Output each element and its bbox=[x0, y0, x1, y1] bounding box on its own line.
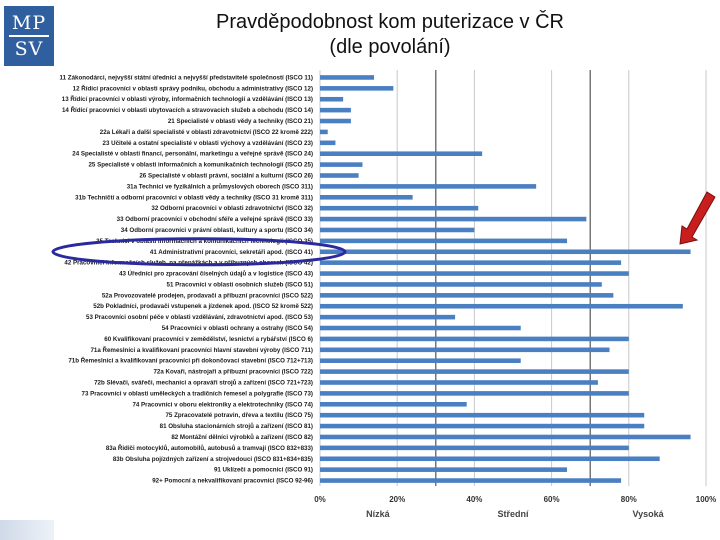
category-label: 92+ Pomocní a nekvalifikovaní pracovníci (ISCO 92-96) bbox=[152, 477, 313, 485]
category-label: 23 Učitelé a ostatní specialisté v oblasti výchovy a vzdělávání (ISCO 23) bbox=[102, 139, 313, 147]
bar bbox=[320, 402, 467, 407]
bar bbox=[320, 467, 567, 472]
category-label: 21 Specialisté v oblasti vědy a techniky (ISCO 21) bbox=[167, 118, 313, 126]
bar bbox=[320, 206, 478, 211]
category-label: 14 Řídící pracovníci v oblasti ubytovacích a stravovacích služeb a obchodu (ISCO 14) bbox=[61, 107, 313, 115]
bar bbox=[320, 413, 644, 418]
bar bbox=[320, 435, 691, 440]
category-label: 22a Lékaři a další specialisté v oblasti zdravotnictví (ISCO 22 kromě 222) bbox=[99, 128, 313, 136]
bar bbox=[320, 348, 610, 353]
category-label: 51 Pracovníci v oblasti osobních služeb (ISCO 51) bbox=[166, 281, 313, 289]
bar bbox=[320, 315, 455, 320]
bar bbox=[320, 391, 629, 396]
category-label: 42 Pracovníci informačních služeb, na přepážkách a v příbuzných oborech (ISCO 42) bbox=[64, 259, 313, 267]
bar bbox=[320, 217, 586, 222]
bar bbox=[320, 282, 602, 287]
logo-text-bottom: SV bbox=[14, 38, 44, 60]
category-label: 33 Odborní pracovníci v obchodní sféře a veřejné správě (ISCO 33) bbox=[116, 216, 313, 224]
x-tick-label: 20% bbox=[389, 495, 406, 504]
category-label: 32 Odborní pracovníci v oblasti zdravotnictví (ISCO 32) bbox=[151, 205, 313, 213]
x-tick-label: 40% bbox=[466, 495, 483, 504]
arrow-icon bbox=[680, 192, 715, 244]
bar bbox=[320, 130, 328, 135]
bar bbox=[320, 446, 629, 451]
title-line-2: (dle povolání) bbox=[329, 36, 451, 58]
bar bbox=[320, 369, 629, 374]
x-tick-label: 100% bbox=[695, 495, 717, 504]
bar bbox=[320, 424, 644, 429]
bar bbox=[320, 141, 335, 146]
bar bbox=[320, 239, 567, 244]
category-label: 91 Uklízeči a pomocníci (ISCO 91) bbox=[213, 466, 313, 474]
bar bbox=[320, 249, 691, 254]
bar bbox=[320, 380, 598, 385]
bar bbox=[320, 271, 629, 276]
logo-text-top: MP bbox=[11, 12, 47, 34]
category-label: 71a Řemeslníci a kvalifikovaní pracovníci hlavní stavební výroby (ISCO 711) bbox=[90, 346, 313, 354]
category-label: 43 Úředníci pro zpracování číselných údajů a v logistice (ISCO 43) bbox=[119, 270, 313, 278]
bar bbox=[320, 326, 521, 331]
bar bbox=[320, 228, 474, 233]
bar bbox=[320, 358, 521, 363]
bar bbox=[320, 162, 362, 167]
category-label: 83b Obsluha pojízdných zařízení a strojvedoucí (ISCO 831+834+835) bbox=[112, 455, 313, 463]
category-label: 35 Technici v oblasti informačních a komunikačních technologií (ISCO 35) bbox=[96, 237, 313, 245]
bar bbox=[320, 97, 343, 102]
zone-label: Nízká bbox=[366, 509, 390, 519]
category-label: 41 Administrativní pracovníci, sekretáři apod. (ISCO 41) bbox=[149, 248, 313, 256]
category-label: 54 Pracovníci v oblasti ochrany a ostrahy (ISCO 54) bbox=[161, 325, 313, 333]
bar bbox=[320, 75, 374, 80]
category-label: 60 Kvalifikovaní pracovníci v zemědělství, lesnictví a rybářství (ISCO 6) bbox=[104, 335, 313, 343]
bar bbox=[320, 337, 629, 342]
category-label: 24 Specialisté v oblasti financí, personální, marketingu a veřejné správě (ISCO 24) bbox=[72, 150, 313, 158]
category-label: 13 Řídící pracovníci v oblasti výroby, informačních technologií a vzdělávání (ISCO 13) bbox=[61, 96, 313, 104]
category-label: 31b Techničtí a odborní pracovníci v oblasti vědy a techniky (ISCO 31 kromě 311) bbox=[75, 194, 313, 202]
category-label: 52b Pokladníci, prodavači vstupenek a jízdenek apod. (ISCO 52 kromě 522) bbox=[93, 303, 313, 311]
bar bbox=[320, 304, 683, 309]
category-label: 73 Pracovníci v oblasti uměleckých a tradičních řemesel a polygrafie (ISCO 73) bbox=[81, 390, 313, 398]
title-line-1: Pravděpodobnost kom puterizace v ČR bbox=[216, 11, 564, 33]
category-label: 81 Obsluha stacionárních strojů a zařízení (ISCO 81) bbox=[159, 423, 313, 431]
bar bbox=[320, 260, 621, 265]
category-label: 82 Montážní dělníci výrobků a zařízení (ISCO 82) bbox=[171, 433, 313, 441]
zone-label: Vysoká bbox=[632, 509, 664, 519]
category-label: 53 Pracovníci osobní péče v oblasti vzdělávání, zdravotnictví apod. (ISCO 53) bbox=[86, 314, 313, 322]
category-label: 12 Řídící pracovníci v oblasti správy podniku, obchodu a administrativy (ISCO 12) bbox=[72, 85, 313, 93]
category-label: 71b Řemeslníci a kvalifikovaní pracovníci při dokončovací stavební (ISCO 712+713) bbox=[68, 357, 313, 365]
category-label: 74 Pracovníci v oboru elektroniky a elektrotechniky (ISCO 74) bbox=[132, 401, 313, 409]
bar bbox=[320, 478, 621, 483]
category-label: 75 Zpracovatelé potravin, dřeva a textilu (ISCO 75) bbox=[165, 412, 313, 420]
category-label: 83a Řidiči motocyklů, automobilů, autobusů a tramvají (ISCO 832+833) bbox=[105, 444, 313, 452]
category-label: 11 Zákonodárci, nejvyšší státní úředníci a nejvyšší představitelé společností (ISCO 11) bbox=[59, 74, 313, 82]
zone-label: Střední bbox=[497, 509, 529, 519]
corner-decoration bbox=[0, 520, 54, 540]
bar bbox=[320, 184, 536, 189]
x-tick-label: 0% bbox=[314, 495, 326, 504]
bar bbox=[320, 86, 393, 91]
category-label: 72b Slévači, svářeči, mechanici a opraváři strojů a zařízení (ISCO 721+723) bbox=[94, 379, 313, 387]
bar bbox=[320, 173, 359, 178]
bar bbox=[320, 108, 351, 113]
category-label: 31a Technici ve fyzikálních a průmyslových oborech (ISCO 311) bbox=[126, 183, 313, 191]
category-label: 25 Specialisté v oblasti informačních a komunikačních technologií (ISCO 25) bbox=[88, 161, 313, 169]
category-label: 26 Specialisté v oblasti právní, sociální a kulturní (ISCO 26) bbox=[139, 172, 313, 180]
category-label: 52a Provozovatelé prodejen, prodavači a příbuzní pracovníci (ISCO 522) bbox=[101, 292, 313, 300]
category-label: 34 Odborní pracovníci v právní oblasti, kultury a sportu (ISCO 34) bbox=[120, 226, 313, 234]
bar bbox=[320, 293, 613, 298]
bar bbox=[320, 151, 482, 156]
x-tick-label: 80% bbox=[620, 495, 637, 504]
category-label: 72a Kovaři, nástrojaři a příbuzní pracovníci (ISCO 722) bbox=[153, 368, 313, 376]
bar bbox=[320, 119, 351, 124]
bar bbox=[320, 456, 660, 461]
bar bbox=[320, 195, 413, 200]
x-tick-label: 60% bbox=[543, 495, 560, 504]
